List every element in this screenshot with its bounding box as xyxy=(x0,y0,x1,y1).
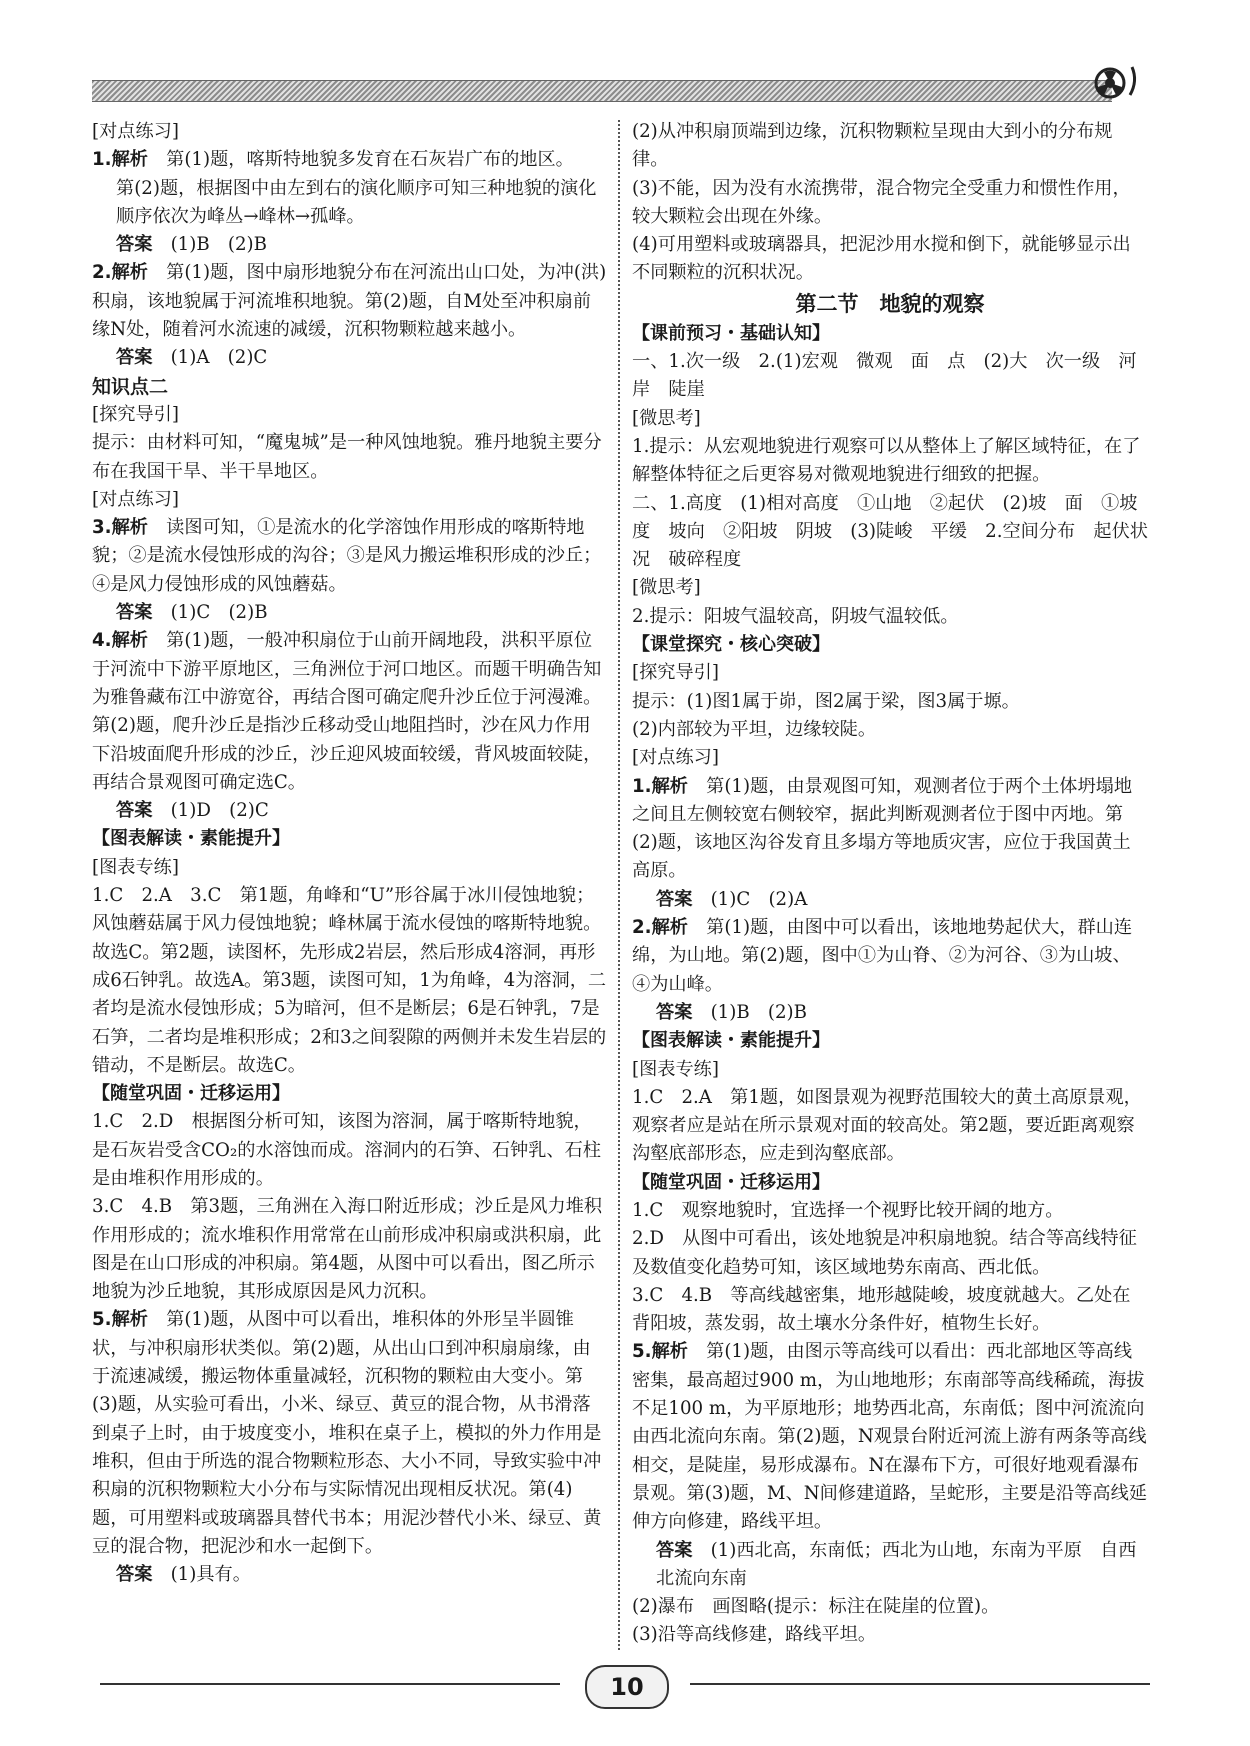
paragraph-text: (1)D (2)C xyxy=(152,800,269,822)
label-tag: 5.解析 xyxy=(92,1309,148,1331)
header-band xyxy=(92,80,1112,102)
footer-rule-left xyxy=(100,1683,560,1685)
paragraph-text: 第(1)题，喀斯特地貌多发育在石灰岩广布的地区。 xyxy=(147,149,574,171)
left-paragraph-0 xyxy=(92,118,608,146)
paragraph-text: 第二节 地貌的观察 xyxy=(795,291,985,316)
paragraph-text: 【图表解读・素能提升】 xyxy=(632,1030,830,1052)
label-tag: 答案 xyxy=(656,1001,693,1023)
paragraph-text: 提示：(1)图1属于峁，图2属于梁，图3属于塬。 xyxy=(632,690,1020,712)
left-paragraph-15 xyxy=(92,854,608,882)
paragraph-text: 读图可知，①是流水的化学溶蚀作用形成的喀斯特地貌；②是流水侵蚀形成的沟谷；③是风力搬运堆积形成的沙丘；④是风力侵蚀形成的风蚀蘑菇。 xyxy=(92,517,602,595)
right-paragraph-18 xyxy=(632,914,1148,999)
paragraph-text: [对点练习] xyxy=(92,121,179,142)
left-paragraph-4 xyxy=(92,259,608,344)
paragraph-text: 1.C 2.A 3.C 第1题，角峰和“U”形谷属于冰川侵蚀地貌；风蚀蘑菇属于风力侵蚀地貌；峰林属于流水侵蚀的喀斯特地貌。故选C。第2题，读图杯，先形成2岩层，然后形成4溶洞，再形成6石钟乳。故选A。第3题，读图可知，1为角峰，4为溶洞，二者均是流水侵蚀形成；5为暗河，但不是断层；6是石钟乳，7是石笋，二者均是堆积形成；2和3之间裂隙的两侧并未发生岩层的错动，不是断层。故选C。 xyxy=(92,885,607,1076)
left-paragraph-10 xyxy=(92,514,608,599)
paragraph-text: (2)从冲积扇顶端到边缘，沉积物颗粒呈现由大到小的分布规律。 xyxy=(632,121,1113,171)
paragraph-text: (1)A (2)C xyxy=(152,347,268,369)
right-paragraph-22 xyxy=(632,1084,1148,1169)
page-number: 10 xyxy=(585,1665,669,1709)
paragraph-text: 2.提示：阳坡气温较高，阴坡气温较低。 xyxy=(632,605,959,627)
paragraph-text: (4)可用塑料或玻璃器具，把泥沙用水搅和倒下，就能够显示出不同颗粒的沉积状况。 xyxy=(632,234,1131,284)
paragraph-text: (1)西北高，东南低；西北为山地，东南为平原 自西北流向东南 xyxy=(656,1539,1137,1589)
right-paragraph-20 xyxy=(632,1027,1148,1055)
paragraph-text: [对点练习] xyxy=(632,747,719,769)
paragraph-text: 1.提示：从宏观地貌进行观察可以从整体上了解区域特征，在了解整体特征之后更容易对微观地貌进行细致的把握。 xyxy=(632,435,1141,486)
column-divider xyxy=(618,120,620,1650)
right-paragraph-19 xyxy=(632,999,1148,1027)
paragraph-text: (2)瀑布 画图略(提示：标注在陡崖的位置)。 xyxy=(632,1596,1000,1618)
left-paragraph-7 xyxy=(92,401,608,429)
footer-rule-right xyxy=(690,1683,1150,1685)
paragraph-text: 1.C 观察地貌时，宜选择一个视野比较开阔的地方。 xyxy=(632,1199,1064,1221)
label-tag: 1.解析 xyxy=(632,775,688,797)
right-paragraph-16 xyxy=(632,773,1148,886)
left-paragraph-5 xyxy=(92,344,608,372)
paragraph-text: [图表专练] xyxy=(632,1058,719,1080)
right-paragraph-13 xyxy=(632,688,1148,716)
right-paragraph-5 xyxy=(632,348,1148,405)
left-column xyxy=(92,118,608,1589)
paragraph-text: 【随堂巩固・迁移运用】 xyxy=(632,1171,830,1193)
paragraph-text: (1)B (2)B xyxy=(152,234,268,256)
paragraph-text: [对点练习] xyxy=(92,488,179,510)
right-paragraph-23 xyxy=(632,1169,1148,1197)
paragraph-text: [探究导引] xyxy=(92,403,179,425)
label-tag: 3.解析 xyxy=(92,517,148,539)
label-tag: 答案 xyxy=(656,1539,693,1561)
paragraph-text: 第(1)题，从图中可以看出，堆积体的外形呈半圆锥状，与冲积扇形状类似。第(2)题，从出山口到冲积扇扇缘，由于流速减缓，搬运物体重量减轻，沉积物的颗粒由大变小。第(3)题，从实验可看出，小米、绿豆、黄豆的混合物，从书滑落到桌子上时，由于坡度变小，堆积在桌子上，模拟的外力作用是堆积，但由于所选的混合物颗粒形态、大小不同，导致实验中冲积扇的沉积物颗粒大小分布与实际情况出现相反状况。第(4)题，可用塑料或玻璃器具替代书本；用泥沙替代小米、绿豆、黄豆的混合物，把泥沙和水一起倒下。 xyxy=(92,1309,602,1557)
paragraph-text: (1)B (2)B xyxy=(692,1001,808,1023)
left-paragraph-11 xyxy=(92,599,608,627)
left-paragraph-13 xyxy=(92,797,608,825)
right-paragraph-27 xyxy=(632,1338,1148,1536)
right-paragraph-6 xyxy=(632,405,1148,433)
right-paragraph-28 xyxy=(632,1537,1148,1594)
paragraph-text: 二、1.高度 (1)相对高度 ①山地 ②起伏 (2)坡 面 ①坡度 坡向 ②阳坡 阴坡 (3)陡峻 平缓 2.空间分布 起伏状况 破碎程度 xyxy=(632,492,1148,571)
left-paragraph-20 xyxy=(92,1306,608,1561)
label-tag: 答案 xyxy=(116,347,153,369)
right-paragraph-25 xyxy=(632,1225,1148,1282)
paragraph-text: 1.C 2.A 第1题，如图景观为视野范围较大的黄土高原景观，观察者应是站在所示景观对面的较高处。第2题，要近距离观察沟壑底部形态，应走到沟壑底部。 xyxy=(632,1086,1142,1165)
label-tag: 1.解析 xyxy=(92,149,148,171)
label-tag: 4.解析 xyxy=(92,630,148,652)
paragraph-text: 第(1)题，图中扇形地貌分布在河流出山口处，为冲(洪)积扇，该地貌属于河流堆积地貌。第(2)题，自M处至冲积扇前缘N处，随着河水流速的减缓，沉积物颗粒越来越小。 xyxy=(92,262,607,341)
right-paragraph-29 xyxy=(632,1593,1148,1621)
right-paragraph-15 xyxy=(632,744,1148,772)
paragraph-text: (2)内部较为平坦，边缘较陡。 xyxy=(632,718,877,740)
right-paragraph-26 xyxy=(632,1282,1148,1339)
paragraph-text: (1)C (2)B xyxy=(152,602,268,624)
paragraph-text: 第(1)题，由图示等高线可以看出：西北部地区等高线密集，最高超过900 m，为山地地形；东南部等高线稀疏，海拔不足100 m，为平原地形；地势西北高，东南低；图中河流流向由西北流向东南。第(2)题，N观景台附近河流上游有两条等高线相交，是陡崖，易形成瀑布。N在瀑布下方，可很好地观看瀑布景观。第(3)题，M、N间修建道路，呈蛇形，主要是沿等高线延伸方向修建，路线平坦。 xyxy=(632,1341,1147,1533)
left-paragraph-1 xyxy=(92,146,608,174)
right-paragraph-8 xyxy=(632,490,1148,575)
right-column xyxy=(632,118,1148,1650)
left-paragraph-18 xyxy=(92,1108,608,1193)
paragraph-text: 一、1.次一级 2.(1)宏观 微观 面 点 (2)大 次一级 河岸 陡崖 xyxy=(632,351,1137,401)
left-paragraph-8 xyxy=(92,429,608,486)
paragraph-text: 【图表解读・素能提升】 xyxy=(92,828,290,850)
right-paragraph-2 xyxy=(632,231,1148,288)
right-paragraph-3 xyxy=(632,288,1148,320)
paragraph-text: 【课堂探究・核心突破】 xyxy=(632,634,830,656)
paragraph-text: 第(1)题，由图中可以看出，该地地势起伏大，群山连绵，为山地。第(2)题，图中①为山脊、②为河谷、③为山坡、④为山峰。 xyxy=(632,917,1133,995)
left-paragraph-2 xyxy=(92,175,608,232)
left-paragraph-17 xyxy=(92,1080,608,1108)
paragraph-text: (1)具有。 xyxy=(152,1564,251,1586)
paragraph-text: [微思考] xyxy=(632,577,701,599)
left-paragraph-21 xyxy=(92,1561,608,1589)
paragraph-text: 第(1)题，由景观图可知，观测者位于两个土体坍塌地之间且左侧较宽右侧较窄，据此判断观测者位于图中丙地。第(2)题，该地区沟谷发育且多塌方等地质灾害，应位于我国黄土高原。 xyxy=(632,775,1133,882)
paragraph-text: [微思考] xyxy=(632,407,701,429)
right-paragraph-0 xyxy=(632,118,1148,175)
paragraph-text: 第(1)题，一般冲积扇位于山前开阔地段，洪积平原位于河流中下游平原地区，三角洲位于河口地区。而题干明确告知为雅鲁藏布江中游宽谷，再结合图可确定爬升沙丘位于河漫滩。第(2)题，爬升沙丘是指沙丘移动受山地阻挡时，沙在风力作用下沿坡面爬升形成的沙丘，沙丘迎风坡面较缓，背风坡面较陡，再结合景观图可确定选C。 xyxy=(92,630,602,793)
right-paragraph-9 xyxy=(632,574,1148,602)
label-tag: 2.解析 xyxy=(632,917,688,939)
paragraph-text: 知识点二 xyxy=(92,375,169,398)
right-paragraph-24 xyxy=(632,1197,1148,1225)
paragraph-text: [探究导引] xyxy=(632,662,719,684)
left-paragraph-3 xyxy=(92,231,608,259)
right-paragraph-7 xyxy=(632,433,1148,490)
paragraph-text: [图表专练] xyxy=(92,856,179,878)
paragraph-text: (3)沿等高线修建，路线平坦。 xyxy=(632,1624,877,1646)
paragraph-text: 【随堂巩固・迁移运用】 xyxy=(92,1083,290,1105)
paragraph-text: 2.D 从图中可看出，该处地貌是冲积扇地貌。结合等高线特征及数值变化趋势可知，该区域地势东南高、西北低。 xyxy=(632,1228,1137,1278)
paragraph-text: 3.C 4.B 等高线越密集，地形越陡峻，坡度就越大。乙处在背阳坡，蒸发弱，故土壤水分条件好，植物生长好。 xyxy=(632,1284,1131,1335)
right-paragraph-30 xyxy=(632,1621,1148,1649)
paragraph-text: 3.C 4.B 第3题，三角洲在入海口附近形成；沙丘是风力堆积作用形成的；流水堆积作用常常在山前形成冲积扇或洪积扇，此图是在山口形成的冲积扇。第4题，从图中可以看出，图乙所示地貌为沙丘地貌，其形成原因是风力沉积。 xyxy=(92,1196,603,1303)
paragraph-text: 1.C 2.D 根据图分析可知，该图为溶洞，属于喀斯特地貌，是石灰岩受含CO₂的水溶蚀而成。溶洞内的石笋、石钟乳、石柱是由堆积作用形成的。 xyxy=(92,1111,601,1189)
label-tag: 2.解析 xyxy=(92,262,148,284)
paragraph-text: 【课前预习・基础认知】 xyxy=(632,322,830,344)
label-tag: 答案 xyxy=(116,800,153,822)
paragraph-text: 提示：由材料可知，“魔鬼城”是一种风蚀地貌。雅丹地貌主要分布在我国干旱、半干旱地区。 xyxy=(92,432,602,482)
label-tag: 答案 xyxy=(116,234,153,256)
left-paragraph-6 xyxy=(92,373,608,401)
paragraph-text: 第(2)题，根据图中由左到右的演化顺序可知三种地貌的演化顺序依次为峰丛→峰林→孤峰。 xyxy=(116,177,597,227)
right-paragraph-17 xyxy=(632,886,1148,914)
label-tag: 答案 xyxy=(656,888,693,910)
paragraph-text: (3)不能，因为没有水流携带，混合物完全受重力和惯性作用，较大颗粒会出现在外缘。 xyxy=(632,177,1131,227)
left-paragraph-16 xyxy=(92,882,608,1080)
left-paragraph-19 xyxy=(92,1193,608,1306)
right-paragraph-10 xyxy=(632,603,1148,631)
label-tag: 5.解析 xyxy=(632,1341,688,1363)
left-paragraph-14 xyxy=(92,825,608,853)
label-tag: 答案 xyxy=(116,1564,153,1586)
right-paragraph-21 xyxy=(632,1056,1148,1084)
left-paragraph-12 xyxy=(92,627,608,797)
label-tag: 答案 xyxy=(116,602,153,624)
right-paragraph-14 xyxy=(632,716,1148,744)
left-paragraph-9 xyxy=(92,486,608,514)
right-paragraph-12 xyxy=(632,659,1148,687)
publisher-logo-icon xyxy=(1090,63,1142,103)
right-paragraph-4 xyxy=(632,320,1148,348)
paragraph-text: (1)C (2)A xyxy=(692,888,808,910)
right-paragraph-11 xyxy=(632,631,1148,659)
right-paragraph-1 xyxy=(632,175,1148,232)
